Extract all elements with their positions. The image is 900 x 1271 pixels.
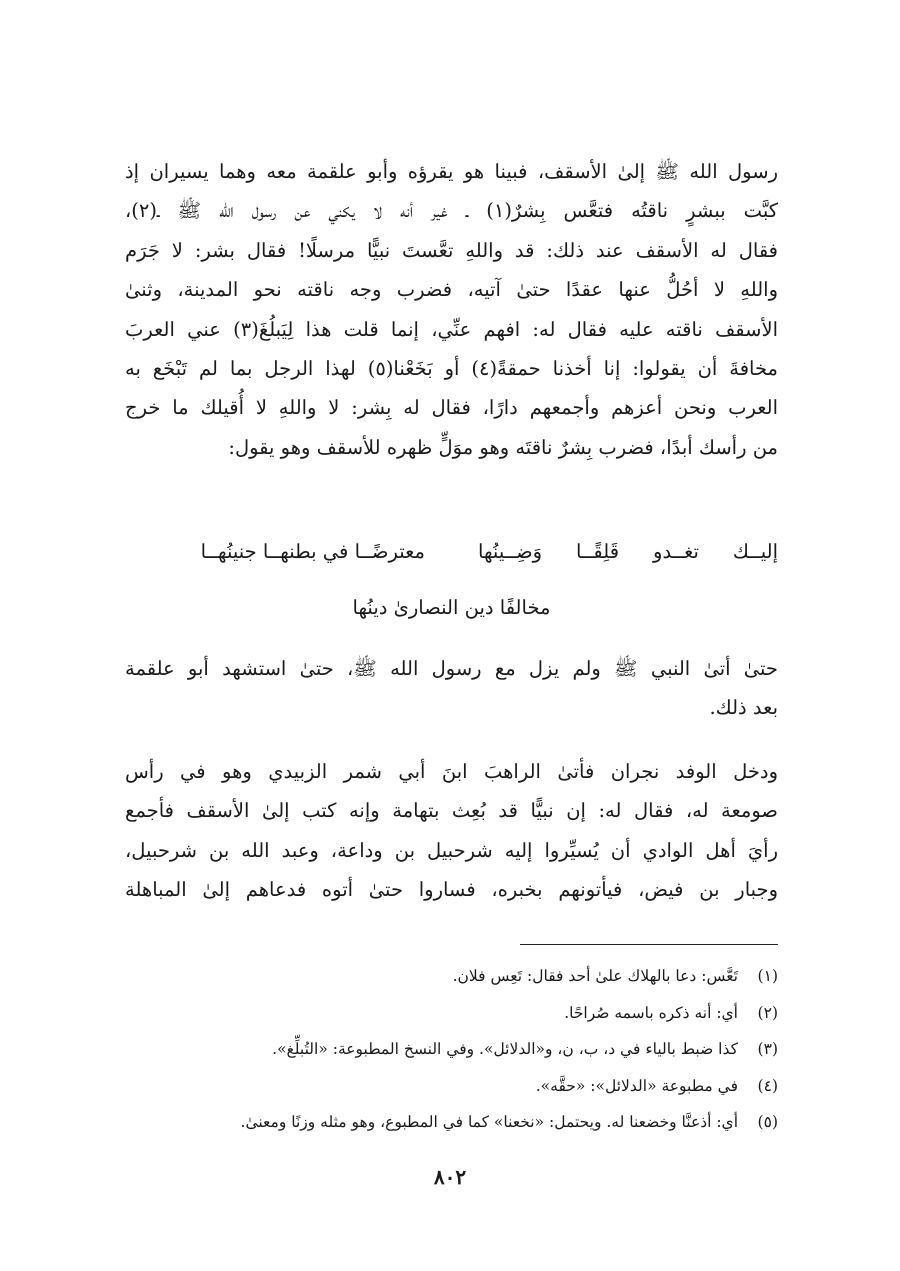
paragraph-2 xyxy=(125,649,778,728)
footnote-text: أي: أذعنَّا وخضعنا له. ويحتمل: «نخعنا» كما في المطبوع، وهو مثله وزنًا ومعنىٰ. xyxy=(240,1113,738,1131)
footnote xyxy=(118,1031,778,1068)
text-line: واللهِ لا أحُلُّ عنها عقدًا حتىٰ آتيه، فضرب وجه ناقته نحو المدينة، وثنىٰ xyxy=(125,278,778,302)
footnote-number: (١) xyxy=(757,967,778,985)
poem-verse-second: مخالفًا دين النصارىٰ دينُها xyxy=(352,596,551,619)
poem-hemistich-first: إليــك تغــدو قَلِقًــا وَضِــينُها xyxy=(478,540,778,563)
page-number: ٨٠٢ xyxy=(433,1165,467,1189)
footnote xyxy=(118,995,778,1032)
poem-hemistich-second: معترضًــا في بطنهــا جنينُهــا xyxy=(200,540,425,563)
footnote-text: في مطبوعة «الدلائل»: «حقَّه». xyxy=(535,1076,738,1095)
text-line: الأسقف ناقته عليه فقال له: افهم عنِّي، إنما قلت هذا لِيَبلُغَ(٣) عني العربَ xyxy=(125,317,778,341)
footnote-number: (٥) xyxy=(757,1113,778,1131)
text-line: وجبار بن فيض، فيأتونهم بخبره، فساروا حتىٰ أتوه فدعاهم إلىٰ المباهلة xyxy=(125,878,778,902)
paragraph-1 xyxy=(125,152,778,467)
footnote xyxy=(118,1104,778,1141)
footnotes xyxy=(118,958,778,1141)
footnote-text: تَعَّس: دعا بالهلاك علىٰ أحد فقال: تَعِس فلان. xyxy=(452,967,738,985)
poem-verse xyxy=(125,531,778,573)
text-line: حتىٰ أتىٰ النبي ﷺ ولم يزل مع رسول الله ﷺ، حتىٰ استشهد أبو علقمة xyxy=(125,657,778,680)
text-line: ودخل الوفد نجران فأتىٰ الراهبَ ابنَ أبي شمر الزبيدي وهو في رأس xyxy=(125,760,778,783)
footnote xyxy=(118,1068,778,1105)
text-line: فقال له الأسقف عند ذلك: قد واللهِ تعَّستَ نبيًّا مرسلًا! فقال بشر: لا جَرَم xyxy=(125,238,778,262)
text-line: من رأسك أبدًا، فضرب بِشرٌ ناقتَه وهو موَلٍّ ظهره للأسقف وهو يقول: xyxy=(228,435,778,459)
footnote-divider xyxy=(520,944,778,945)
text-line: مخافةَ أن يقولوا: إنا أخذنا حمقةً(٤) أو بَخَعْنا(٥) لهذا الرجل بما لم تَبْخَع به xyxy=(125,356,778,380)
text-line: صومعة له، فقال له: إن نبيًّا قد بُعِث بتهامة وإنه كتب إلىٰ الأسقف فأجمع xyxy=(125,799,778,823)
footnote-number: (٢) xyxy=(757,1003,778,1022)
text-line: العرب ونحن أعزهم وأجمعهم دارًا، فقال له بِشر: لا واللهِ لا أُقيلك ما خرج xyxy=(125,396,778,420)
footnote-text: كذا ضبط بالياء في د، ب، ن، و«الدلائل». وفي النسخ المطبوعة: «التُبلِّغ». xyxy=(272,1040,738,1058)
text-line: كبَّت ببشرٍ ناقتُه فتعَّس بِشرٌ(١) ـ غير أنه لا يكني عن رسول الله ﷺ ـ(٢)، xyxy=(125,199,778,223)
paragraph-3 xyxy=(125,752,778,910)
footnote-text: أي: أنه ذكره باسمه صُراحًا. xyxy=(564,1003,738,1022)
footnote-number: (٤) xyxy=(757,1076,778,1095)
text-line: بعد ذلك. xyxy=(709,696,778,720)
text-line: رسول الله ﷺ إلىٰ الأسقف، فبينا هو يقرؤه وأبو علقمة معه وهما يسيران إذ xyxy=(125,160,778,183)
text-line: رأيَ أهل الوادي أن يُسيِّروا إليه شرحبيل بن وداعة، وعبد الله بن شرحبيل، xyxy=(125,838,778,862)
footnote xyxy=(118,958,778,995)
footnote-number: (٣) xyxy=(757,1040,778,1058)
